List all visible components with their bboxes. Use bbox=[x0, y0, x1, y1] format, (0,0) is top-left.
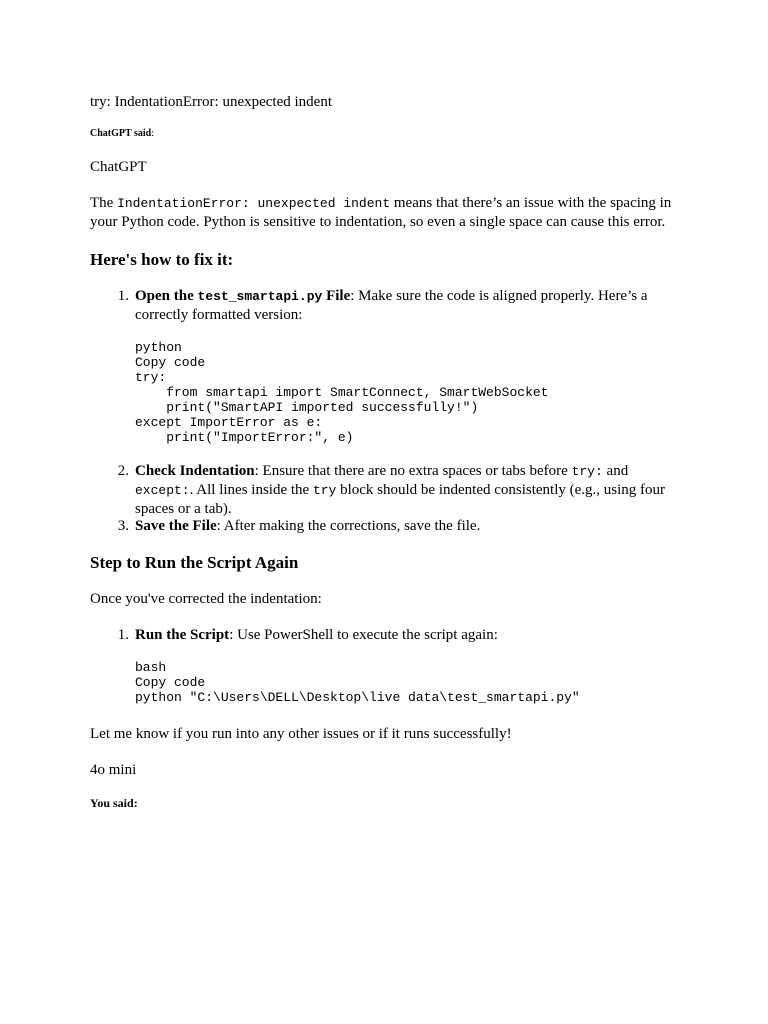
list-item: 1. Open the test_smartapi.py File: Make sure the code is aligned properly. Here’s a correctly formatted version: bbox=[117, 288, 648, 323]
list-item: 1. Run the Script: Use PowerShell to execute the script again: bbox=[117, 627, 498, 643]
chatgpt-said-label: ChatGPT said: bbox=[90, 128, 155, 139]
you-said-label: You said: bbox=[90, 796, 138, 810]
code-block-python: python Copy code try: from smartapi import SmartConnect, SmartWebSocket print("SmartAPI imported successfully!") except ImportError as e: print("ImportError:", e) bbox=[135, 340, 549, 445]
closing-paragraph: Let me know if you run into any other issues or if it runs successfully! bbox=[90, 726, 512, 742]
inline-code: test_smartapi.py bbox=[197, 289, 323, 304]
inline-code: IndentationError: unexpected indent bbox=[117, 196, 391, 211]
heading-run-again: Step to Run the Script Again bbox=[90, 553, 299, 572]
model-label: 4o mini bbox=[90, 762, 137, 778]
intro-paragraph: The IndentationError: unexpected indent means that there’s an issue with the spacing in your Python code. Python is sensitive to indentation, so even a single space can cause this error. bbox=[90, 195, 672, 230]
inline-code: try bbox=[312, 483, 337, 498]
assistant-name: ChatGPT bbox=[90, 159, 147, 175]
once-paragraph: Once you've corrected the indentation: bbox=[90, 591, 322, 607]
heading-fix: Here's how to fix it: bbox=[90, 250, 234, 269]
code-block-bash: bash Copy code python "C:\Users\DELL\Desktop\live data\test_smartapi.py" bbox=[135, 660, 580, 705]
inline-code: try: bbox=[571, 464, 603, 479]
list-item: 3. Save the File: After making the corrections, save the file. bbox=[117, 518, 481, 534]
user-prompt: try: IndentationError: unexpected indent bbox=[90, 94, 332, 110]
list-item: 2. Check Indentation: Ensure that there are no extra spaces or tabs before try: and except:. All lines inside the try block should be indented consistently (e.g., using four spaces or a tab). bbox=[117, 463, 666, 517]
inline-code: except: bbox=[135, 483, 190, 498]
